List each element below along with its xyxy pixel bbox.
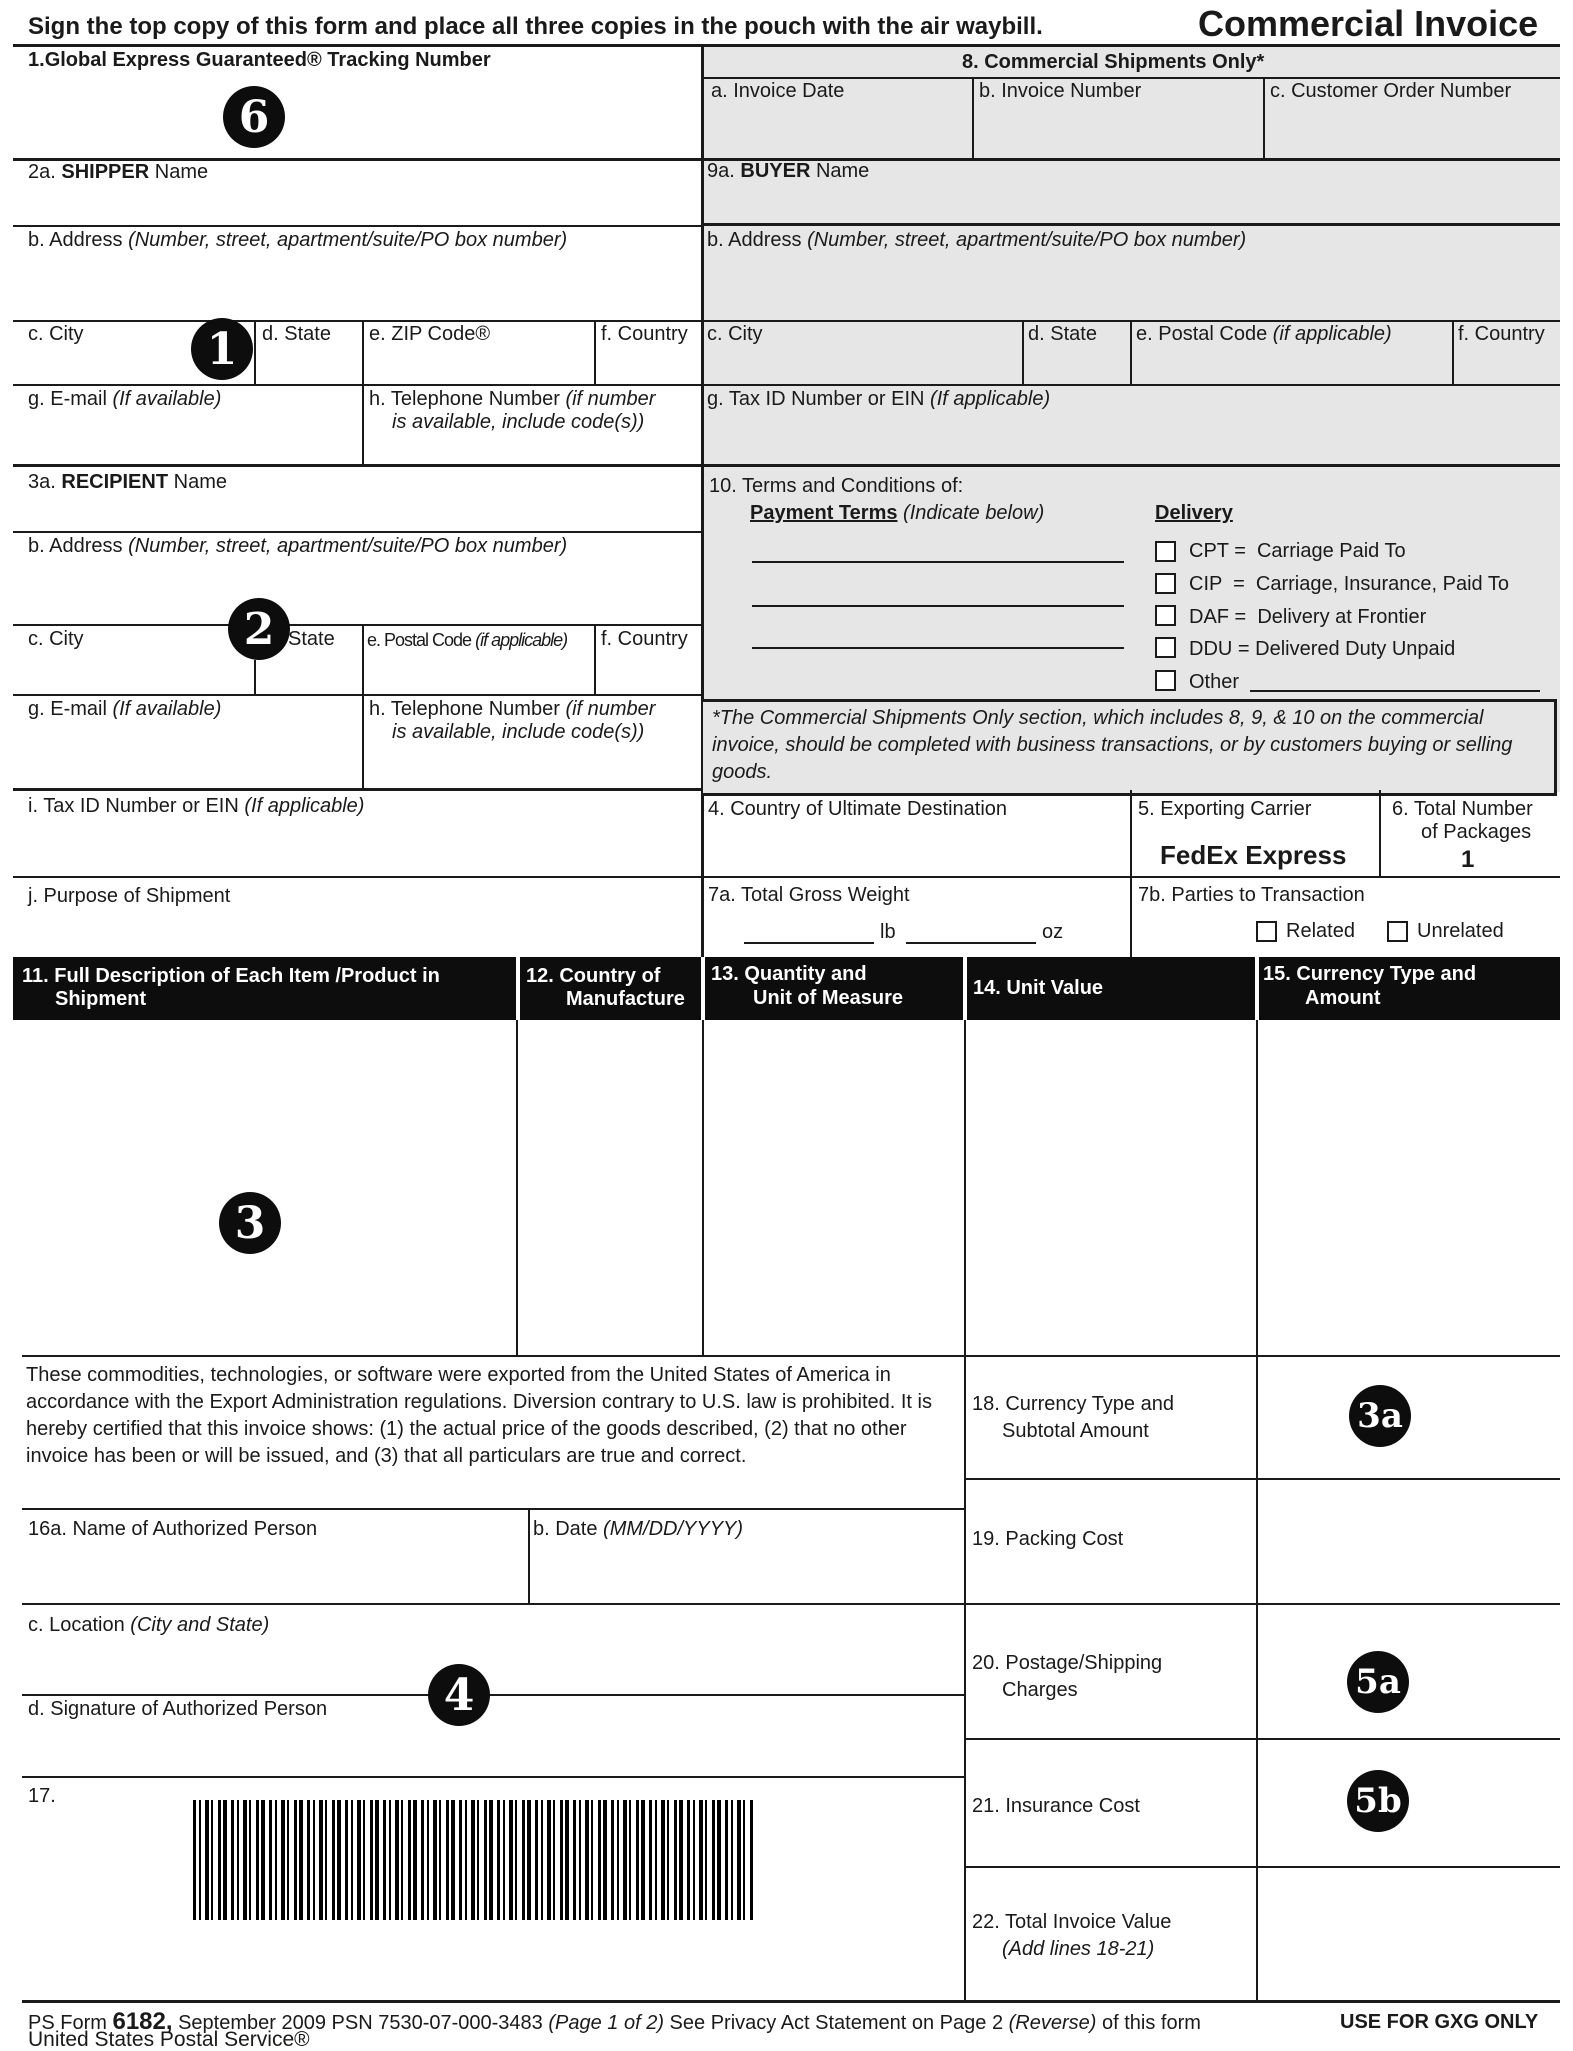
- subtotal-label-1: 18. Currency Type and: [972, 1393, 1174, 1415]
- rule: [13, 225, 703, 227]
- col-12-line1: 12. Country of: [526, 965, 661, 987]
- checkbox-daf[interactable]: [1155, 605, 1176, 626]
- shipper-email-label: g. E-mail (If available): [28, 388, 222, 410]
- invoice-number-label: b. Invoice Number: [979, 80, 1142, 102]
- center-divider: [701, 47, 704, 957]
- divider: [1130, 790, 1132, 957]
- divider: [1452, 320, 1454, 384]
- shipper-phone-label: h. Telephone Number (if number: [369, 388, 656, 410]
- col-12-line2: Manufacture: [566, 988, 685, 1010]
- shipper-phone-hint: is available, include code(s)): [392, 411, 645, 433]
- callout-5a: 5a: [1347, 1651, 1409, 1713]
- parties-label: 7b. Parties to Transaction: [1138, 884, 1365, 906]
- insurance-label: 21. Insurance Cost: [972, 1795, 1140, 1817]
- purpose-label: j. Purpose of Shipment: [28, 885, 231, 907]
- form-title: Commercial Invoice: [1198, 3, 1539, 44]
- callout-4: 4: [428, 1664, 490, 1726]
- payment-line-3[interactable]: [752, 647, 1124, 649]
- payment-line-2[interactable]: [752, 605, 1124, 607]
- rule: [22, 1776, 964, 1778]
- delivery-option-cpt: CPT = Carriage Paid To: [1189, 540, 1406, 562]
- callout-1: 1: [191, 318, 253, 380]
- recipient-email-label: g. E-mail (If available): [28, 698, 222, 720]
- col-13-line2: Unit of Measure: [753, 987, 904, 1009]
- tracking-number-index: 1.: [28, 49, 45, 71]
- rule: [13, 531, 703, 533]
- destination-label: 4. Country of Ultimate Destination: [708, 798, 1008, 820]
- divider: [964, 1020, 966, 2000]
- unrelated-label: Unrelated: [1417, 920, 1504, 942]
- divider: [528, 1508, 530, 1603]
- callout-3a: 3a: [1349, 1385, 1411, 1447]
- delivery-option-other: Other: [1189, 671, 1240, 693]
- recipient-state-label: State: [288, 628, 335, 650]
- packages-label-1: 6. Total Number: [1392, 798, 1533, 820]
- buyer-address-label: b. Address (Number, street, apartment/suite/PO box number): [707, 229, 1247, 251]
- related-label: Related: [1286, 920, 1355, 942]
- payment-terms-label: Payment Terms (Indicate below): [750, 502, 1045, 524]
- buyer-name-label: 9a. BUYER Name: [707, 160, 870, 182]
- recipient-name-label: 3a. RECIPIENT Name: [28, 471, 227, 493]
- divider: [972, 77, 974, 158]
- customer-order-label: c. Customer Order Number: [1270, 80, 1512, 102]
- buyer-state-label: d. State: [1028, 323, 1097, 345]
- col-11-line2: Shipment: [55, 988, 147, 1010]
- postage-label-2: Charges: [1002, 1679, 1078, 1701]
- total-label-1: 22. Total Invoice Value: [972, 1911, 1172, 1933]
- delivery-option-ddu: DDU = Delivered Duty Unpaid: [1189, 638, 1456, 660]
- recipient-tax-label: i. Tax ID Number or EIN (If applicable): [28, 795, 365, 817]
- buyer-tax-label: g. Tax ID Number or EIN (If applicable): [707, 388, 1051, 410]
- col-divider-white: [516, 957, 520, 1020]
- divider: [1256, 1020, 1258, 2000]
- barcode-label: 17.: [28, 1785, 56, 1807]
- rule: [13, 624, 703, 626]
- weight-lb-unit: lb: [880, 921, 896, 943]
- callout-3: 3: [219, 1192, 281, 1254]
- checkbox-other[interactable]: [1155, 670, 1176, 691]
- col-14: 14. Unit Value: [973, 977, 1104, 999]
- weight-oz-line[interactable]: [906, 942, 1036, 944]
- rule: [964, 1738, 1560, 1740]
- rule: [13, 384, 703, 386]
- recipient-city-label: c. City: [28, 628, 84, 650]
- buyer-city-label: c. City: [707, 323, 763, 345]
- recipient-phone-hint: is available, include code(s)): [392, 721, 645, 743]
- barcode-image: [193, 1800, 753, 1920]
- recipient-address-label: b. Address (Number, street, apartment/suite/PO box number): [28, 535, 568, 557]
- divider: [1379, 790, 1381, 876]
- carrier-label: 5. Exporting Carrier: [1138, 798, 1312, 820]
- footer-gxg: USE FOR GXG ONLY: [1340, 2011, 1539, 2033]
- callout-5b: 5b: [1347, 1770, 1409, 1832]
- divider: [702, 1020, 704, 1356]
- col-divider-white: [963, 957, 967, 1020]
- rule: [13, 320, 703, 322]
- shipper-zip-label: e. ZIP Code®: [369, 323, 491, 345]
- invoice-date-label: a. Invoice Date: [711, 80, 845, 102]
- shipper-country-label: f. Country: [601, 323, 688, 345]
- checkbox-cpt[interactable]: [1155, 541, 1176, 562]
- checkbox-unrelated[interactable]: [1387, 921, 1408, 942]
- payment-line-1[interactable]: [752, 561, 1124, 563]
- recipient-postal-label: e. Postal Code (if applicable): [367, 630, 568, 650]
- shipper-name-label: 2a. SHIPPER Name: [28, 161, 209, 183]
- divider: [594, 624, 596, 694]
- divider: [362, 624, 364, 788]
- shipper-city-label: c. City: [28, 323, 84, 345]
- recipient-phone-label: h. Telephone Number (if number: [369, 698, 656, 720]
- footer-usps: United States Postal Service®: [28, 2028, 310, 2051]
- weight-lb-line[interactable]: [744, 942, 874, 944]
- rule: [964, 1603, 1560, 1605]
- divider: [254, 320, 256, 384]
- signature-line[interactable]: [22, 1694, 964, 1696]
- delivery-option-cip: CIP = Carriage, Insurance, Paid To: [1189, 573, 1509, 595]
- rule: [13, 464, 703, 467]
- rule: [703, 464, 1560, 467]
- total-label-2: (Add lines 18-21): [1002, 1938, 1155, 1960]
- col-11-line1: 11. Full Description of Each Item /Product in: [22, 965, 440, 987]
- col-13-line1: 13. Quantity and: [711, 963, 867, 985]
- postage-label-1: 20. Postage/Shipping: [972, 1652, 1163, 1674]
- buyer-country-label: f. Country: [1458, 323, 1545, 345]
- divider: [516, 1020, 518, 1356]
- col-divider-white: [701, 957, 705, 1020]
- col-15-line1: 15. Currency Type and: [1263, 963, 1477, 985]
- col-15-line2: Amount: [1305, 987, 1381, 1009]
- rule: [13, 876, 1560, 878]
- header-instruction: Sign the top copy of this form and place all three copies in the pouch with the air waybill.: [28, 13, 1043, 40]
- weight-label: 7a. Total Gross Weight: [708, 884, 910, 906]
- terms-title: 10. Terms and Conditions of:: [709, 475, 964, 497]
- other-line[interactable]: [1250, 690, 1540, 692]
- auth-location-label: c. Location (City and State): [28, 1614, 270, 1636]
- recipient-country-label: f. Country: [601, 628, 688, 650]
- auth-signature-label: d. Signature of Authorized Person: [28, 1698, 328, 1720]
- auth-name-label: 16a. Name of Authorized Person: [28, 1518, 318, 1540]
- divider: [1022, 320, 1024, 384]
- buyer-postal-label: e. Postal Code (if applicable): [1136, 323, 1392, 345]
- weight-oz-unit: oz: [1042, 921, 1064, 943]
- checkbox-related[interactable]: [1256, 921, 1277, 942]
- packages-value: 1: [1461, 846, 1475, 873]
- subtotal-label-2: Subtotal Amount: [1002, 1420, 1149, 1442]
- tracking-number-text: Global Express Guaranteed® Tracking Number: [44, 49, 491, 71]
- rule: [964, 1866, 1560, 1868]
- rule: [22, 1508, 964, 1510]
- rule: [22, 1603, 964, 1605]
- checkbox-ddu[interactable]: [1155, 637, 1176, 658]
- divider: [254, 660, 256, 694]
- auth-date-label: b. Date (MM/DD/YYYY): [533, 1518, 744, 1540]
- rule: [964, 1478, 1560, 1480]
- shipper-state-label: d. State: [262, 323, 331, 345]
- tracking-label: [28, 48, 491, 72]
- carrier-value: FedEx Express: [1160, 840, 1347, 870]
- rule: [22, 1355, 1560, 1357]
- divider: [594, 320, 596, 384]
- delivery-option-daf: DAF = Delivery at Frontier: [1189, 606, 1427, 628]
- divider: [1130, 320, 1132, 384]
- certification-text: These commodities, technologies, or software were exported from the United States of America in accordance with the Export Administration regulations. Diversion contrary to U.S. law is prohibited. It is hereby certified that this invoice shows: (1) the actual price of the goods described, (2) that no other invoice has been or will be issued, and (3) that all particulars are true and correct.: [26, 1364, 932, 1467]
- col-divider-white: [1255, 957, 1259, 1020]
- rule: [13, 694, 703, 696]
- rule: [703, 384, 1560, 386]
- rule: [13, 788, 703, 791]
- rule: [703, 223, 1560, 226]
- packages-label-2: of Packages: [1421, 821, 1532, 843]
- shipper-address-label: b. Address (Number, street, apartment/suite/PO box number): [28, 229, 568, 251]
- packing-label: 19. Packing Cost: [972, 1528, 1124, 1550]
- commercial-note: *The Commercial Shipments Only section, which includes 8, 9, & 10 on the commercial invoice, should be completed with business transactions, or by customers buying or selling goods.: [712, 707, 1513, 783]
- divider: [362, 320, 364, 464]
- footer-form-info: PS Form 6182, September 2009 PSN 7530-07-000-3483 (Page 1 of 2) See Privacy Act Statement on Page 2 (Reverse) of this form: [28, 2008, 1201, 2035]
- divider: [1263, 77, 1265, 158]
- callout-2: 2: [228, 598, 290, 660]
- commercial-title: 8. Commercial Shipments Only*: [962, 51, 1265, 73]
- delivery-label: Delivery: [1155, 502, 1233, 524]
- checkbox-cip[interactable]: [1155, 573, 1176, 594]
- callout-6: 6: [223, 86, 285, 148]
- rule: [22, 2000, 1560, 2003]
